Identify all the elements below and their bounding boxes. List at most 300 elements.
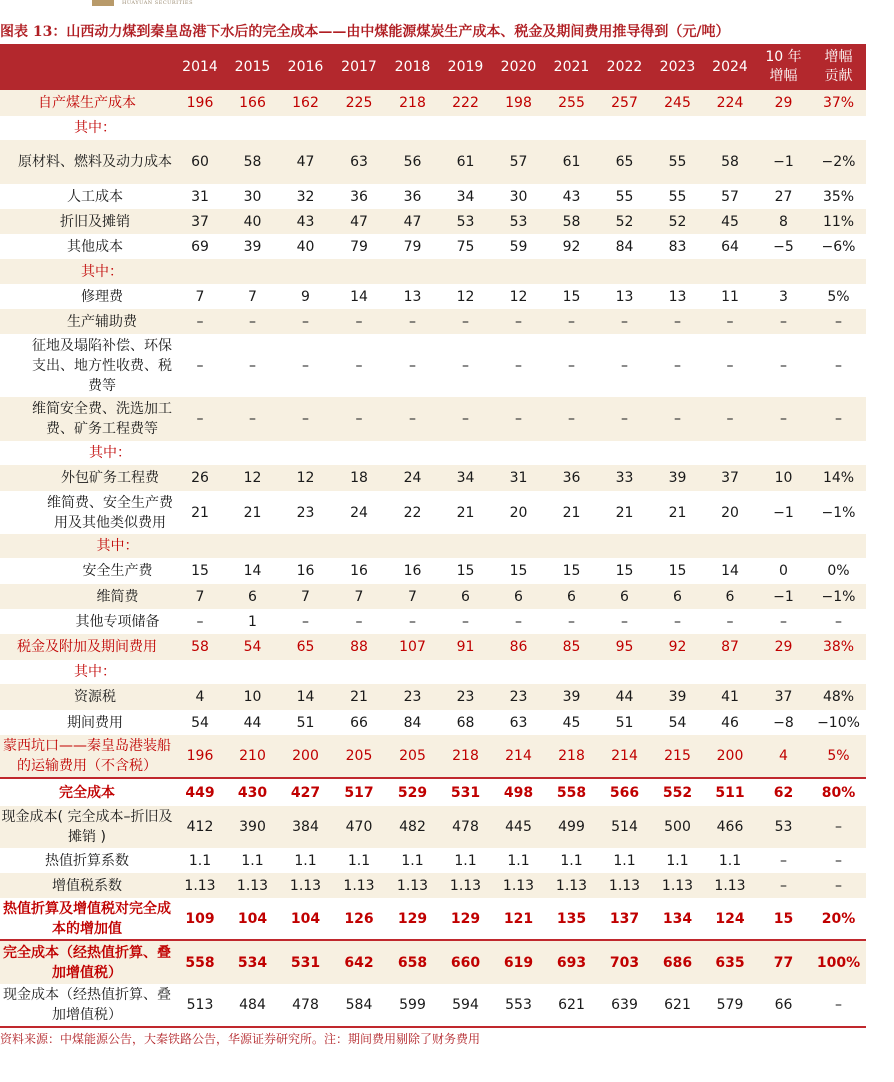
value-cell: 1.13 <box>651 873 704 898</box>
value-cell: 215 <box>651 735 704 778</box>
value-cell: – <box>492 309 545 334</box>
value-cell: 95 <box>598 634 651 660</box>
value-cell: 36 <box>386 184 439 209</box>
value-cell: 14% <box>811 465 866 491</box>
value-cell: – <box>439 397 492 441</box>
value-cell: 214 <box>598 735 651 778</box>
header-year-2022: 2022 <box>598 44 651 90</box>
header-label-cell <box>0 44 174 90</box>
value-cell: 210 <box>226 735 279 778</box>
value-cell: – <box>492 334 545 397</box>
value-cell: 1.13 <box>386 873 439 898</box>
value-cell: 21 <box>598 491 651 534</box>
row-label: 其中： <box>0 259 174 284</box>
value-cell: – <box>332 397 386 441</box>
row-label: 蒙西坑口——秦皇岛港装船的运输费用（不含税） <box>0 735 174 778</box>
value-cell: 15 <box>545 558 598 584</box>
value-cell <box>598 660 651 684</box>
header-year-2020: 2020 <box>492 44 545 90</box>
value-cell: 126 <box>332 898 386 940</box>
value-cell: 558 <box>174 940 226 984</box>
row-label: 维简费、安全生产费用及其他类似费用 <box>0 491 174 534</box>
table-row <box>0 778 866 806</box>
value-cell: 55 <box>651 140 704 184</box>
value-cell: 200 <box>704 735 756 778</box>
value-cell: 1.13 <box>545 873 598 898</box>
value-cell: 529 <box>386 778 439 806</box>
value-cell: – <box>545 609 598 634</box>
value-cell: 1.13 <box>598 873 651 898</box>
value-cell: 1.13 <box>174 873 226 898</box>
value-cell: 412 <box>174 806 226 848</box>
value-cell: 7 <box>386 584 439 609</box>
value-cell: 56 <box>386 140 439 184</box>
value-cell: 137 <box>598 898 651 940</box>
table-row <box>0 984 866 1027</box>
value-cell: 104 <box>279 898 332 940</box>
value-cell: 24 <box>332 491 386 534</box>
value-cell <box>279 660 332 684</box>
value-cell: 225 <box>332 90 386 116</box>
value-cell: 1.13 <box>492 873 545 898</box>
value-cell: – <box>704 334 756 397</box>
value-cell: 218 <box>439 735 492 778</box>
value-cell <box>598 259 651 284</box>
value-cell: – <box>811 984 866 1027</box>
value-cell: 1.1 <box>332 848 386 873</box>
value-cell: 35% <box>811 184 866 209</box>
value-cell: – <box>811 334 866 397</box>
row-label: 税金及附加及期间费用 <box>0 634 174 660</box>
value-cell: 6 <box>226 584 279 609</box>
value-cell <box>811 441 866 465</box>
value-cell: 41 <box>704 684 756 710</box>
value-cell: 46 <box>704 710 756 735</box>
value-cell: 54 <box>226 634 279 660</box>
value-cell: – <box>332 609 386 634</box>
value-cell: 449 <box>174 778 226 806</box>
value-cell: 39 <box>651 684 704 710</box>
value-cell <box>279 441 332 465</box>
value-cell: 79 <box>332 234 386 259</box>
value-cell <box>439 441 492 465</box>
value-cell: – <box>279 609 332 634</box>
value-cell <box>651 534 704 558</box>
value-cell: 162 <box>279 90 332 116</box>
value-cell: 54 <box>174 710 226 735</box>
value-cell <box>756 534 811 558</box>
row-label: 折旧及摊销 <box>0 209 174 234</box>
value-cell <box>439 259 492 284</box>
value-cell: – <box>492 397 545 441</box>
value-cell: 0 <box>756 558 811 584</box>
value-cell <box>492 259 545 284</box>
row-label: 其他专项储备 <box>0 609 174 634</box>
value-cell: 3 <box>756 284 811 309</box>
row-label: 修理费 <box>0 284 174 309</box>
row-label: 其他成本 <box>0 234 174 259</box>
header-growth-contribution <box>811 44 866 90</box>
value-cell: 200 <box>279 735 332 778</box>
value-cell: 16 <box>279 558 332 584</box>
value-cell: 218 <box>386 90 439 116</box>
value-cell: 703 <box>598 940 651 984</box>
value-cell: 129 <box>386 898 439 940</box>
value-cell: −5 <box>756 234 811 259</box>
value-cell: 88 <box>332 634 386 660</box>
value-cell: – <box>545 334 598 397</box>
row-label: 增值税系数 <box>0 873 174 898</box>
value-cell: 87 <box>704 634 756 660</box>
table-row <box>0 491 866 534</box>
value-cell: 104 <box>226 898 279 940</box>
value-cell <box>704 116 756 140</box>
value-cell: 222 <box>439 90 492 116</box>
value-cell: – <box>332 309 386 334</box>
value-cell: 1.1 <box>704 848 756 873</box>
value-cell: 1.1 <box>492 848 545 873</box>
value-cell: 15 <box>651 558 704 584</box>
value-cell: 65 <box>279 634 332 660</box>
value-cell: 23 <box>386 684 439 710</box>
value-cell: – <box>598 334 651 397</box>
value-cell: 92 <box>651 634 704 660</box>
table-row <box>0 584 866 609</box>
value-cell: 11% <box>811 209 866 234</box>
value-cell: – <box>756 334 811 397</box>
row-label: 其中： <box>0 660 174 684</box>
value-cell <box>226 534 279 558</box>
value-cell: 32 <box>279 184 332 209</box>
value-cell: 12 <box>279 465 332 491</box>
value-cell: 34 <box>439 465 492 491</box>
value-cell: 86 <box>492 634 545 660</box>
value-cell: – <box>386 609 439 634</box>
table-row <box>0 873 866 898</box>
value-cell: 1 <box>226 609 279 634</box>
value-cell: 6 <box>704 584 756 609</box>
table-row <box>0 284 866 309</box>
value-cell: 10 <box>756 465 811 491</box>
row-label: 维简安全费、洗选加工费、矿务工程费等 <box>0 397 174 441</box>
value-cell: 44 <box>226 710 279 735</box>
row-label: 征地及塌陷补偿、环保支出、地方性收费、税费等 <box>0 334 174 397</box>
table-row <box>0 116 866 140</box>
value-cell: 12 <box>492 284 545 309</box>
value-cell: – <box>386 397 439 441</box>
row-label: 生产辅助费 <box>0 309 174 334</box>
value-cell: 21 <box>651 491 704 534</box>
table-row <box>0 710 866 735</box>
value-cell: 18 <box>332 465 386 491</box>
value-cell: 30 <box>226 184 279 209</box>
value-cell: 55 <box>651 184 704 209</box>
value-cell: 1.1 <box>226 848 279 873</box>
row-label: 人工成本 <box>0 184 174 209</box>
value-cell: 38% <box>811 634 866 660</box>
value-cell: 511 <box>704 778 756 806</box>
header-year-2023: 2023 <box>651 44 704 90</box>
value-cell <box>492 116 545 140</box>
value-cell: 53 <box>756 806 811 848</box>
value-cell: 47 <box>332 209 386 234</box>
header-contrib-line1: 增幅 <box>824 49 853 65</box>
value-cell: – <box>704 397 756 441</box>
value-cell: 466 <box>704 806 756 848</box>
value-cell <box>332 116 386 140</box>
value-cell: 482 <box>386 806 439 848</box>
value-cell: 40 <box>279 234 332 259</box>
value-cell: 693 <box>545 940 598 984</box>
value-cell: 196 <box>174 90 226 116</box>
value-cell <box>226 441 279 465</box>
value-cell: 594 <box>439 984 492 1027</box>
value-cell: 52 <box>651 209 704 234</box>
value-cell: – <box>439 334 492 397</box>
value-cell: 7 <box>279 584 332 609</box>
header-10yr-growth-line1: 10 年 <box>765 49 802 65</box>
value-cell: 45 <box>704 209 756 234</box>
table-row <box>0 309 866 334</box>
brand-logo-text: HUAYUAN SECURITIES <box>122 0 194 6</box>
value-cell: 470 <box>332 806 386 848</box>
value-cell: 9 <box>279 284 332 309</box>
value-cell: −1 <box>756 491 811 534</box>
chart-title: 图表 13：山西动力煤到秦皇岛港下水后的完全成本——由中煤能源煤炭生产成本、税金及期间费用推导得到（元/吨） <box>0 24 730 40</box>
value-cell: 40 <box>226 209 279 234</box>
value-cell: 6 <box>651 584 704 609</box>
row-label: 原材料、燃料及动力成本 <box>0 140 174 184</box>
value-cell <box>598 441 651 465</box>
value-cell <box>386 534 439 558</box>
value-cell <box>492 441 545 465</box>
value-cell: 445 <box>492 806 545 848</box>
value-cell: 15 <box>545 284 598 309</box>
row-label: 完全成本 <box>0 778 174 806</box>
row-label: 完全成本（经热值折算、叠加增值税） <box>0 940 174 984</box>
value-cell: 579 <box>704 984 756 1027</box>
value-cell: 427 <box>279 778 332 806</box>
value-cell: 1.1 <box>386 848 439 873</box>
value-cell: 37% <box>811 90 866 116</box>
value-cell: 77 <box>756 940 811 984</box>
value-cell <box>439 534 492 558</box>
value-cell: 531 <box>279 940 332 984</box>
table-row <box>0 735 866 778</box>
value-cell <box>811 534 866 558</box>
value-cell: 686 <box>651 940 704 984</box>
value-cell: 566 <box>598 778 651 806</box>
value-cell: −1 <box>756 584 811 609</box>
header-year-2019: 2019 <box>439 44 492 90</box>
value-cell: 39 <box>226 234 279 259</box>
row-label: 安全生产费 <box>0 558 174 584</box>
value-cell <box>545 441 598 465</box>
value-cell: 57 <box>704 184 756 209</box>
value-cell: 15 <box>756 898 811 940</box>
value-cell: 478 <box>439 806 492 848</box>
value-cell: – <box>756 848 811 873</box>
value-cell: 63 <box>332 140 386 184</box>
table-row <box>0 397 866 441</box>
row-label: 热值折算系数 <box>0 848 174 873</box>
value-cell: 63 <box>492 710 545 735</box>
value-cell: 24 <box>386 465 439 491</box>
table-row <box>0 634 866 660</box>
value-cell <box>651 660 704 684</box>
value-cell: 12 <box>226 465 279 491</box>
value-cell: – <box>756 609 811 634</box>
value-cell <box>756 116 811 140</box>
value-cell: 16 <box>332 558 386 584</box>
value-cell: 14 <box>279 684 332 710</box>
value-cell: 205 <box>332 735 386 778</box>
value-cell: 135 <box>545 898 598 940</box>
value-cell: 20 <box>492 491 545 534</box>
value-cell: 58 <box>545 209 598 234</box>
value-cell <box>279 534 332 558</box>
value-cell: – <box>174 397 226 441</box>
header-10yr-growth <box>756 44 811 90</box>
value-cell <box>545 259 598 284</box>
value-cell: 65 <box>598 140 651 184</box>
value-cell: 1.13 <box>704 873 756 898</box>
table-row <box>0 940 866 984</box>
table-row <box>0 441 866 465</box>
value-cell: 23 <box>492 684 545 710</box>
value-cell: 31 <box>174 184 226 209</box>
value-cell: – <box>651 397 704 441</box>
value-cell: 205 <box>386 735 439 778</box>
value-cell: 499 <box>545 806 598 848</box>
value-cell: 1.13 <box>332 873 386 898</box>
value-cell: 390 <box>226 806 279 848</box>
value-cell: – <box>174 609 226 634</box>
value-cell: 51 <box>598 710 651 735</box>
table-row <box>0 465 866 491</box>
value-cell: – <box>756 309 811 334</box>
value-cell: 80% <box>811 778 866 806</box>
value-cell: 83 <box>651 234 704 259</box>
value-cell: 13 <box>598 284 651 309</box>
table-row <box>0 806 866 848</box>
value-cell <box>174 259 226 284</box>
value-cell: 1.1 <box>598 848 651 873</box>
value-cell: 214 <box>492 735 545 778</box>
row-label: 其中： <box>0 534 174 558</box>
value-cell: – <box>174 309 226 334</box>
value-cell: – <box>492 609 545 634</box>
value-cell <box>439 660 492 684</box>
value-cell: 584 <box>332 984 386 1027</box>
value-cell: 553 <box>492 984 545 1027</box>
row-label: 其中： <box>0 441 174 465</box>
value-cell: 53 <box>492 209 545 234</box>
value-cell: – <box>279 397 332 441</box>
value-cell: 29 <box>756 634 811 660</box>
value-cell: −6% <box>811 234 866 259</box>
value-cell: 1.1 <box>174 848 226 873</box>
value-cell: – <box>386 334 439 397</box>
value-cell: 7 <box>174 584 226 609</box>
header-year-2021: 2021 <box>545 44 598 90</box>
value-cell: 66 <box>332 710 386 735</box>
value-cell <box>598 534 651 558</box>
value-cell: – <box>279 309 332 334</box>
value-cell: 6 <box>439 584 492 609</box>
value-cell <box>651 116 704 140</box>
value-cell: – <box>439 609 492 634</box>
value-cell: 619 <box>492 940 545 984</box>
value-cell: 51 <box>279 710 332 735</box>
value-cell: 129 <box>439 898 492 940</box>
value-cell: 14 <box>226 558 279 584</box>
value-cell: 599 <box>386 984 439 1027</box>
table-row <box>0 209 866 234</box>
row-label: 现金成本( 完全成本–折旧及摊销 ) <box>0 806 174 848</box>
value-cell: – <box>756 873 811 898</box>
value-cell: – <box>811 873 866 898</box>
value-cell: 531 <box>439 778 492 806</box>
value-cell: 6 <box>492 584 545 609</box>
value-cell: – <box>756 397 811 441</box>
value-cell: 8 <box>756 209 811 234</box>
value-cell: – <box>811 397 866 441</box>
value-cell: – <box>704 609 756 634</box>
value-cell: 15 <box>492 558 545 584</box>
header-year-2017: 2017 <box>332 44 386 90</box>
value-cell: – <box>545 309 598 334</box>
value-cell <box>598 116 651 140</box>
value-cell: 58 <box>704 140 756 184</box>
value-cell: – <box>704 309 756 334</box>
value-cell: – <box>651 334 704 397</box>
value-cell: 245 <box>651 90 704 116</box>
value-cell: 36 <box>545 465 598 491</box>
row-label: 外包矿务工程费 <box>0 465 174 491</box>
value-cell <box>386 660 439 684</box>
value-cell: 20 <box>704 491 756 534</box>
value-cell <box>756 441 811 465</box>
value-cell: 498 <box>492 778 545 806</box>
value-cell: 1.1 <box>545 848 598 873</box>
value-cell: 37 <box>756 684 811 710</box>
value-cell <box>756 660 811 684</box>
header-year-2014: 2014 <box>174 44 226 90</box>
value-cell: 23 <box>439 684 492 710</box>
value-cell: 11 <box>704 284 756 309</box>
header-year-2015: 2015 <box>226 44 279 90</box>
value-cell: – <box>651 609 704 634</box>
value-cell: 60 <box>174 140 226 184</box>
value-cell <box>651 259 704 284</box>
value-cell: 47 <box>386 209 439 234</box>
value-cell: 58 <box>226 140 279 184</box>
value-cell <box>332 441 386 465</box>
value-cell: – <box>545 397 598 441</box>
value-cell: – <box>226 397 279 441</box>
value-cell: 6 <box>545 584 598 609</box>
value-cell: 100% <box>811 940 866 984</box>
value-cell: 39 <box>651 465 704 491</box>
row-label: 维简费 <box>0 584 174 609</box>
value-cell: 257 <box>598 90 651 116</box>
value-cell: 198 <box>492 90 545 116</box>
value-cell: 514 <box>598 806 651 848</box>
value-cell: 660 <box>439 940 492 984</box>
value-cell: 64 <box>704 234 756 259</box>
value-cell: 43 <box>279 209 332 234</box>
